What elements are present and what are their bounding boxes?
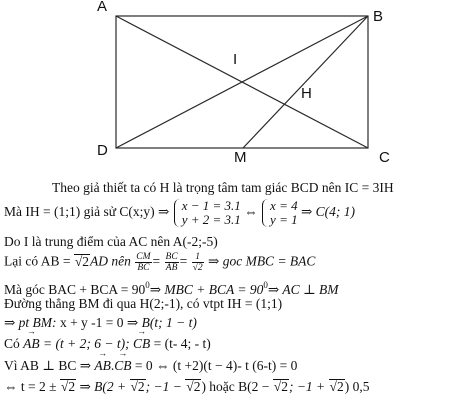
sqrt-2-b: √2 xyxy=(130,379,145,394)
vector-cb-2: CB → xyxy=(114,358,131,374)
line-10-b1y: ; −1 − xyxy=(145,379,182,394)
fraction-cm-bc: $\frac{CM}{BC}$ xyxy=(136,252,151,273)
line-5-mid: ⇒ MBC + BCA = 90 xyxy=(149,282,264,297)
line-9: Vì AB ⊥ BC ⇒ AB →.CB → = 0 ⇔ (t +2)(t − 4)- t (6-t) = 0 xyxy=(4,358,297,374)
line-7-result: ⇒ B(t; 1 − t) xyxy=(123,315,197,330)
line-4-ad: AD nên xyxy=(90,253,131,269)
line-2-result: ⇒ C(4; 1) xyxy=(300,204,356,220)
line-10 xyxy=(4,379,369,395)
label-a: A xyxy=(97,0,108,15)
line-10-b1: ⇒ B(2 + xyxy=(76,379,127,394)
line-2 xyxy=(4,199,355,227)
segment-bm xyxy=(243,16,368,148)
line-10-text: ⇔ t = 2 ± xyxy=(4,379,57,394)
line-4-text: Lại có AB = xyxy=(4,253,71,269)
line-5-result: ⇒ AC ⊥ BM xyxy=(267,282,339,297)
line-7-eq: x + y -1 = 0 xyxy=(56,315,124,330)
line-4-result: ⇒ goc MBC = BAC xyxy=(208,253,316,269)
label-c: C xyxy=(379,149,390,166)
line-3-text: Do I là trung điểm của AC nên A(-2;-5) xyxy=(4,234,218,249)
vector-ab-2: AB → xyxy=(94,358,111,374)
line-3 xyxy=(4,234,218,250)
line-2-text: Mà IH = (1;1) giả sử C(x;y) ⇒ xyxy=(4,204,170,220)
line-9-equation: = 0 ⇔ (t +2)(t − 4)- t (6-t) = 0 xyxy=(131,358,298,373)
line-5-text: Mà góc BAC + BCA = 90 xyxy=(4,282,146,297)
sqrt-2: √2 xyxy=(74,253,90,269)
line-4: Lại có AB = √2AD nên $\frac{CM}{BC}$ = $\frac{BC}{AB}$ = $\frac{1}{√2}$ ⇒ goc MBC = BAC xyxy=(4,252,316,273)
label-m: M xyxy=(234,149,247,166)
line-10-score: ) 0,5 xyxy=(344,379,370,394)
line-8-cb-value: = (t- 4; - t) xyxy=(150,336,211,351)
line-9-text: Vì AB ⊥ BC ⇒ xyxy=(4,358,92,373)
line-2-equiv: ⇔ xyxy=(244,204,258,220)
label-d: D xyxy=(97,142,108,159)
sqrt-2-c: √2 xyxy=(186,379,201,394)
line-8-ab-value: = (t + 2; 6 − t); xyxy=(39,336,130,351)
line-10-or: ) hoặc B(2 − xyxy=(201,379,270,394)
fraction-bc-ab: $\frac{BC}{AB}$ xyxy=(165,252,178,273)
system-2: x = 4 y = 1 xyxy=(261,199,298,227)
line-5: Mà góc BAC + BCA = $90^0\Rightarrow$ MBC + BCA = $90^0\Rightarrow$ AC ⊥ BM xyxy=(4,280,339,297)
sqrt-2-a: √2 xyxy=(60,379,76,394)
vector-cb: CB → xyxy=(133,336,150,352)
line-6-text: Đường thẳng BM đi qua H(2;-1), có vtpt IH = (1;1) xyxy=(4,296,283,311)
label-b: B xyxy=(373,8,384,25)
label-i: I xyxy=(233,51,238,68)
rectangle-figure xyxy=(0,0,476,170)
fraction-1-sqrt2: $\frac{1}{√2}$ xyxy=(192,252,203,273)
label-h: H xyxy=(301,85,312,102)
line-1 xyxy=(52,180,394,196)
system-1: x − 1 = 3.1 y + 2 = 3.1 xyxy=(173,199,241,227)
line-8-text: Có xyxy=(4,336,20,351)
line-10-b2y: ; −1 + xyxy=(288,379,326,394)
sqrt-2-e: √2 xyxy=(329,379,344,394)
vector-ab: AB → xyxy=(23,336,40,352)
sqrt-2-d: √2 xyxy=(273,379,288,394)
line-6 xyxy=(4,296,282,312)
line-1-text: Theo giả thiết ta có H là trọng tâm tam giác BCD nên IC = 3IH xyxy=(52,180,394,195)
line-7-pt: ⇒ pt BM: xyxy=(4,315,57,330)
